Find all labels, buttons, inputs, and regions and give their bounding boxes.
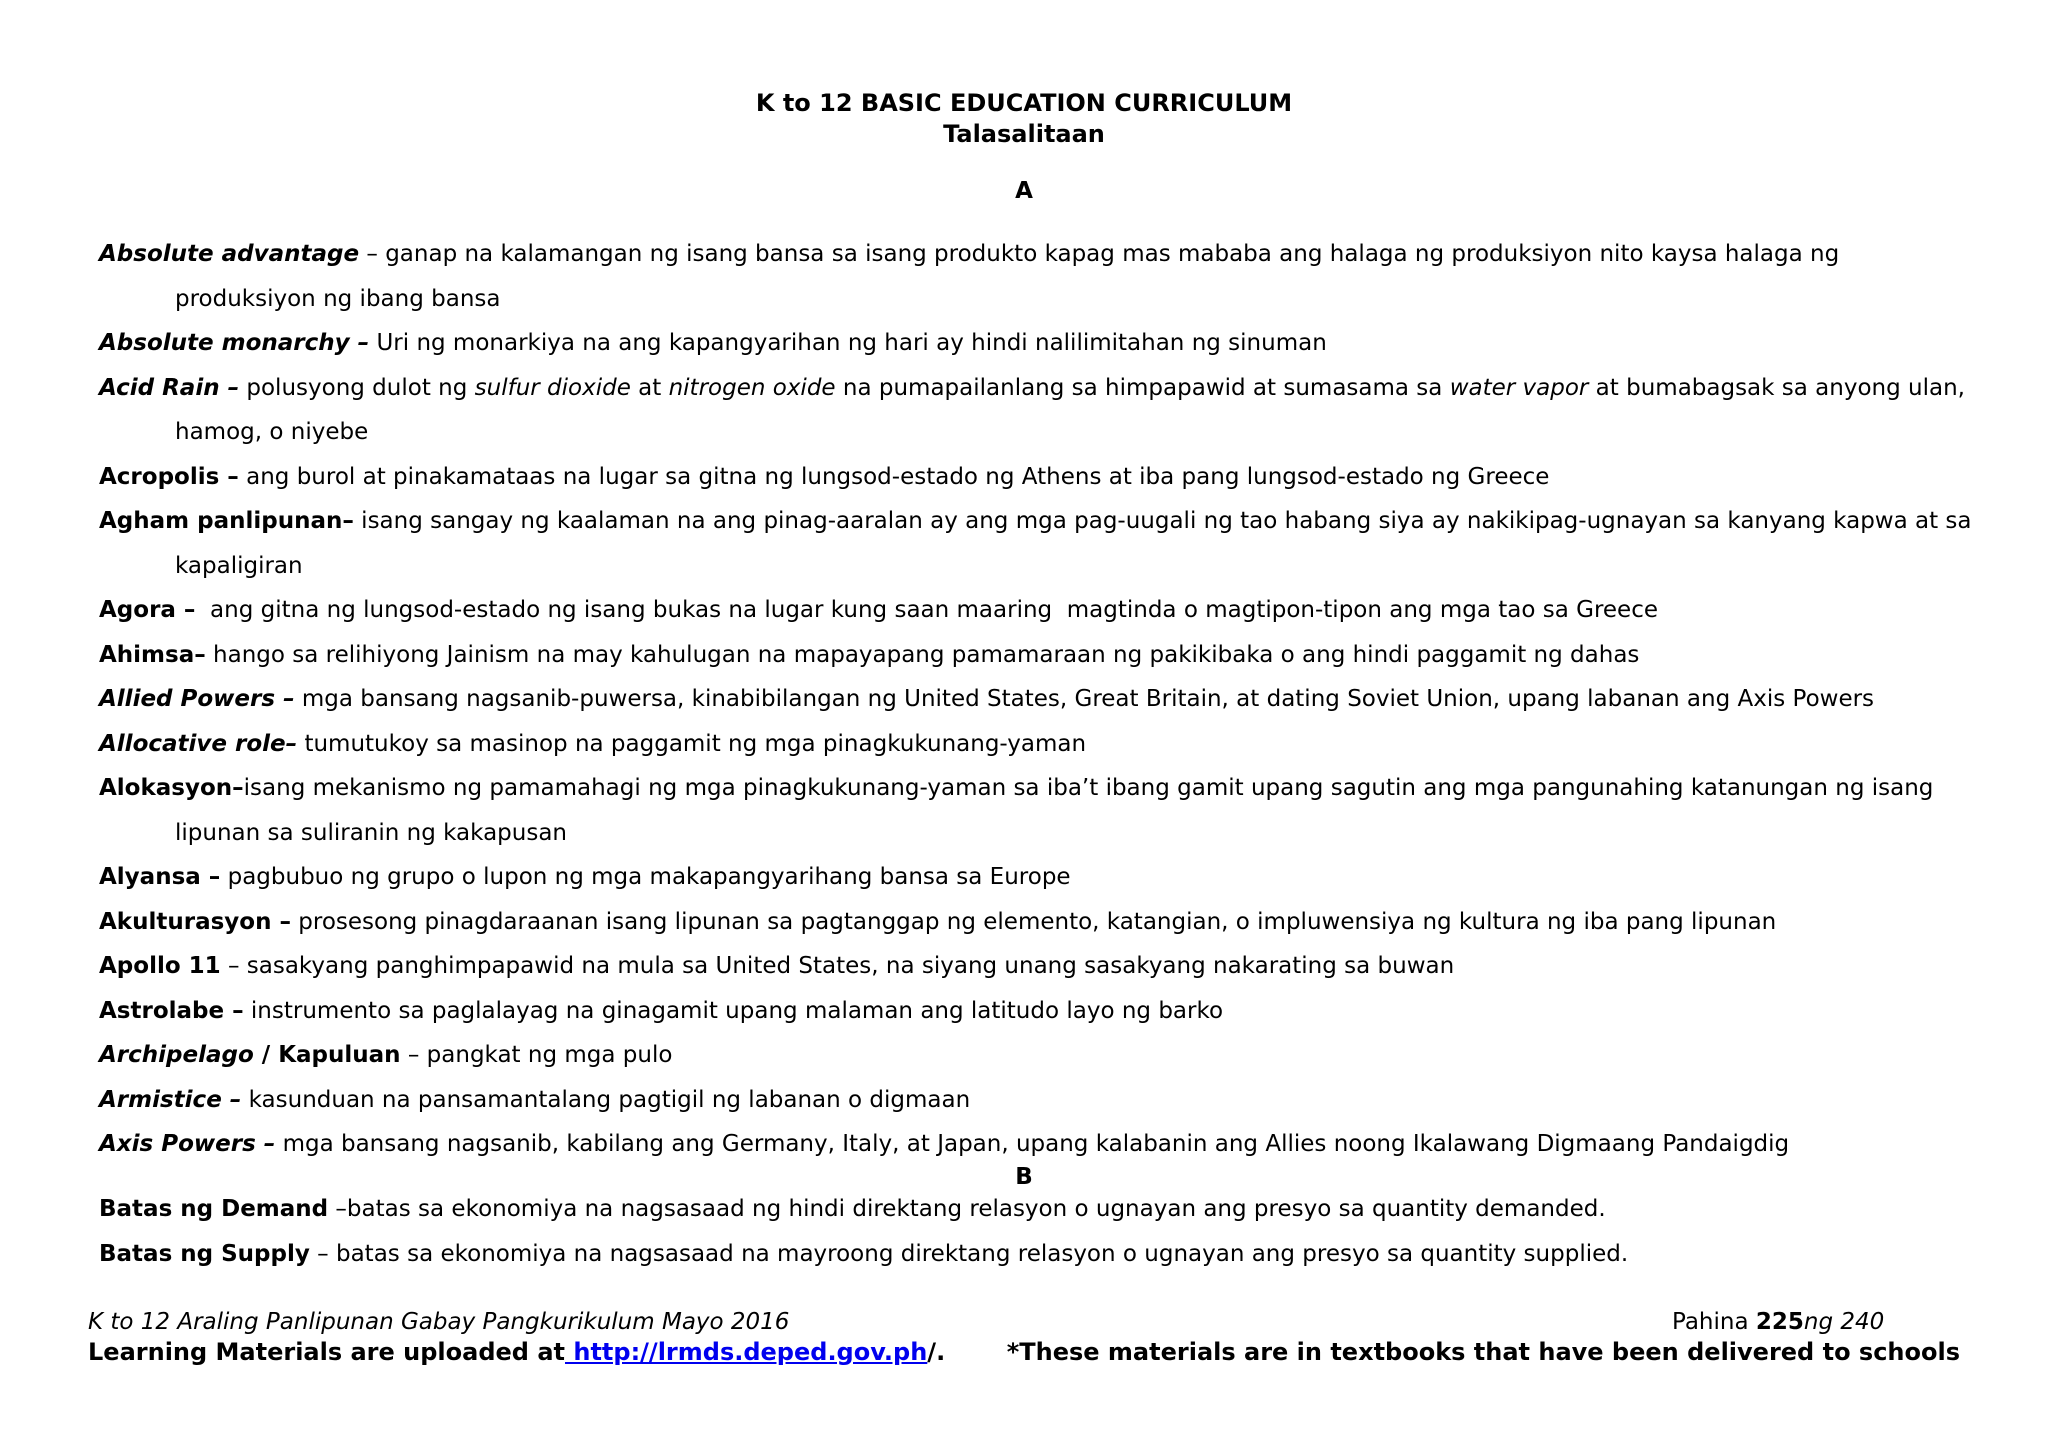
- glossary-term: Axis Powers –: [99, 1131, 276, 1157]
- glossary-entry: [99, 944, 1979, 989]
- definition-italic-term: sulfur dioxide: [474, 374, 631, 401]
- glossary-entry: [99, 677, 1979, 722]
- glossary-title: Talasalitaan: [943, 120, 1105, 148]
- glossary-term: Alyansa –: [99, 864, 221, 890]
- glossary-term: Batas ng Supply: [99, 1240, 310, 1267]
- glossary-entry: [99, 1078, 1979, 1123]
- glossary-definition: – batas sa ekonomiya na nagsasaad na mayroong direktang relasyon o ugnayan ang presyo sa quantity supplied.: [309, 1240, 1629, 1267]
- glossary-definition: – pangkat ng mga pulo: [400, 1042, 673, 1068]
- glossary-term: Absolute monarchy –: [99, 330, 370, 356]
- glossary-term: Armistice –: [99, 1086, 242, 1113]
- glossary-definition: mga bansang nagsanib, kabilang ang Germany, Italy, at Japan, upang kalabanin ang Allies noong Ikalawang Digmaang Pandaigdig: [275, 1131, 1790, 1157]
- glossary-entry: [99, 455, 1979, 500]
- glossary-entry: [99, 1122, 1979, 1167]
- glossary-term: Agora –: [99, 597, 196, 623]
- glossary-definition: isang mekanismo ng pamamahagi ng mga pinagkukunang-yaman sa iba’t ibang gamit upang sagutin ang mga pangunahing katanungan ng isang lipunan sa suliranin ng kakapusan: [175, 775, 1934, 846]
- glossary-term: Allied Powers –: [99, 686, 295, 712]
- glossary-entry: [99, 321, 1979, 366]
- glossary-entry: [99, 366, 1979, 455]
- glossary-separator: –: [359, 241, 386, 267]
- glossary-term: Alokasyon–: [99, 775, 244, 801]
- page-header: [0, 88, 2048, 150]
- definition-italic-term: nitrogen oxide: [668, 374, 836, 401]
- glossary-definition: mga bansang nagsanib-puwersa, kinabibilangan ng United States, Great Britain, at dating Soviet Union, upang labanan ang Axis Powers: [294, 686, 1875, 712]
- curriculum-title: K to 12 BASIC EDUCATION CURRICULUM: [755, 89, 1293, 117]
- glossary-entry: [99, 1232, 1979, 1277]
- glossary-entry: [99, 499, 1979, 588]
- glossary-entry: [99, 232, 1979, 321]
- glossary-term-separator: /: [253, 1042, 279, 1068]
- glossary-definition: kasunduan na pansamantalang pagtigil ng labanan o digmaan: [241, 1086, 971, 1113]
- glossary-definition: –batas sa ekonomiya na nagsasaad ng hindi direktang relasyon o ugnayan ang presyo sa quantity demanded.: [328, 1196, 1606, 1222]
- definition-text: at: [630, 374, 669, 401]
- glossary-term-alt: Kapuluan: [278, 1042, 401, 1068]
- definition-text: polusyong dulot ng: [239, 374, 475, 401]
- definition-italic-term: water vapor: [1449, 374, 1589, 401]
- glossary-term: Acid Rain –: [99, 374, 240, 401]
- page-prefix: Pahina: [1672, 1309, 1756, 1335]
- glossary-definition: ang burol at pinakamataas na lugar sa gitna ng lungsod-estado ng Athens at iba pang lungsod-estado ng Greece: [238, 463, 1550, 490]
- page-total: ng 240: [1803, 1309, 1885, 1335]
- glossary-term: Astrolabe –: [99, 997, 244, 1024]
- glossary-term: Allocative role–: [99, 730, 298, 757]
- glossary-definition: instrumento sa paglalayag na ginagamit upang malaman ang latitudo layo ng barko: [243, 997, 1224, 1024]
- glossary-entry: [99, 766, 1979, 855]
- glossary-definition: pagbubuo ng grupo o lupon ng mga makapangyarihang bansa sa Europe: [220, 864, 1071, 890]
- glossary-term: Batas ng Demand: [99, 1196, 329, 1222]
- section-letter-b: B: [1015, 1164, 1033, 1190]
- glossary-definition: Uri ng monarkiya na ang kapangyarihan ng hari ay hindi nalilimitahan ng sinuman: [369, 330, 1327, 356]
- current-page: 225: [1755, 1309, 1804, 1335]
- glossary-entry: [99, 633, 1979, 678]
- glossary-entry: [99, 989, 1979, 1034]
- lrmds-link[interactable]: http://lrmds.deped.gov.ph: [565, 1338, 928, 1366]
- glossary-list-b: [99, 1187, 1979, 1276]
- link-end: /.: [927, 1338, 946, 1366]
- glossary-definition: – sasakyang panghimpapawid na mula sa United States, na siyang unang sasakyang nakarating sa buwan: [220, 953, 1455, 979]
- glossary-entry: [99, 900, 1979, 945]
- footer-page-number: [1672, 1309, 1884, 1335]
- glossary-definition: tumutukoy sa masinop na paggamit ng mga pinagkukunang-yaman: [297, 730, 1087, 757]
- glossary-definition: prosesong pinagdaraanan isang lipunan sa pagtanggap ng elemento, katangian, o impluwensiya ng kultura ng iba pang lipunan: [290, 908, 1777, 935]
- glossary-list-a: [99, 232, 1979, 1167]
- glossary-term: Apollo 11: [99, 953, 221, 979]
- glossary-entry: [99, 1187, 1979, 1232]
- glossary-entry: [99, 1033, 1979, 1078]
- glossary-entry: [99, 722, 1979, 767]
- glossary-entry: [99, 588, 1979, 633]
- glossary-definition: ang gitna ng lungsod-estado ng isang bukas na lugar kung saan maaring magtinda o magtipon-tipon ang mga tao sa Greece: [195, 597, 1658, 623]
- glossary-term: Agham panlipunan–: [99, 508, 354, 534]
- section-letter-a: A: [1015, 178, 1033, 204]
- glossary-definition: isang sangay ng kaalaman na ang pinag-aaralan ay ang mga pag-uugali ng tao habang siya ay nakikipag-ugnayan sa kanyang kapwa at sa kapaligiran: [175, 508, 1972, 579]
- definition-text: at bumabagsak sa anyong ulan, hamog, o niyebe: [175, 374, 1965, 445]
- glossary-entry: [99, 855, 1979, 900]
- glossary-term: Absolute advantage: [99, 241, 360, 267]
- glossary-term: Ahimsa–: [99, 641, 206, 668]
- glossary-definition: ganap na kalamangan ng isang bansa sa isang produkto kapag mas mababa ang halaga ng produksiyon nito kaysa halaga ng produksiyon ng ibang bansa: [175, 241, 1840, 312]
- glossary-definition: hango sa relihiyong Jainism na may kahulugan na mapayapang pamamaraan ng pakikibaka o ang hindi paggamit ng dahas: [205, 641, 1640, 668]
- glossary-term: Archipelago: [99, 1042, 254, 1068]
- glossary-term: Acropolis –: [99, 463, 239, 490]
- definition-text: na pumapailanlang sa himpapawid at sumasama sa: [835, 374, 1450, 401]
- upload-text: Learning Materials are uploaded at: [88, 1338, 565, 1366]
- glossary-term: Akulturasyon –: [99, 908, 291, 935]
- glossary-definition: [175, 375, 1965, 446]
- footer-upload-note: [88, 1338, 945, 1366]
- footer-guide-title: K to 12 Araling Panlipunan Gabay Pangkurikulum Mayo 2016: [88, 1309, 790, 1335]
- footer-textbook-note: *These materials are in textbooks that have been delivered to schools: [1006, 1338, 1960, 1366]
